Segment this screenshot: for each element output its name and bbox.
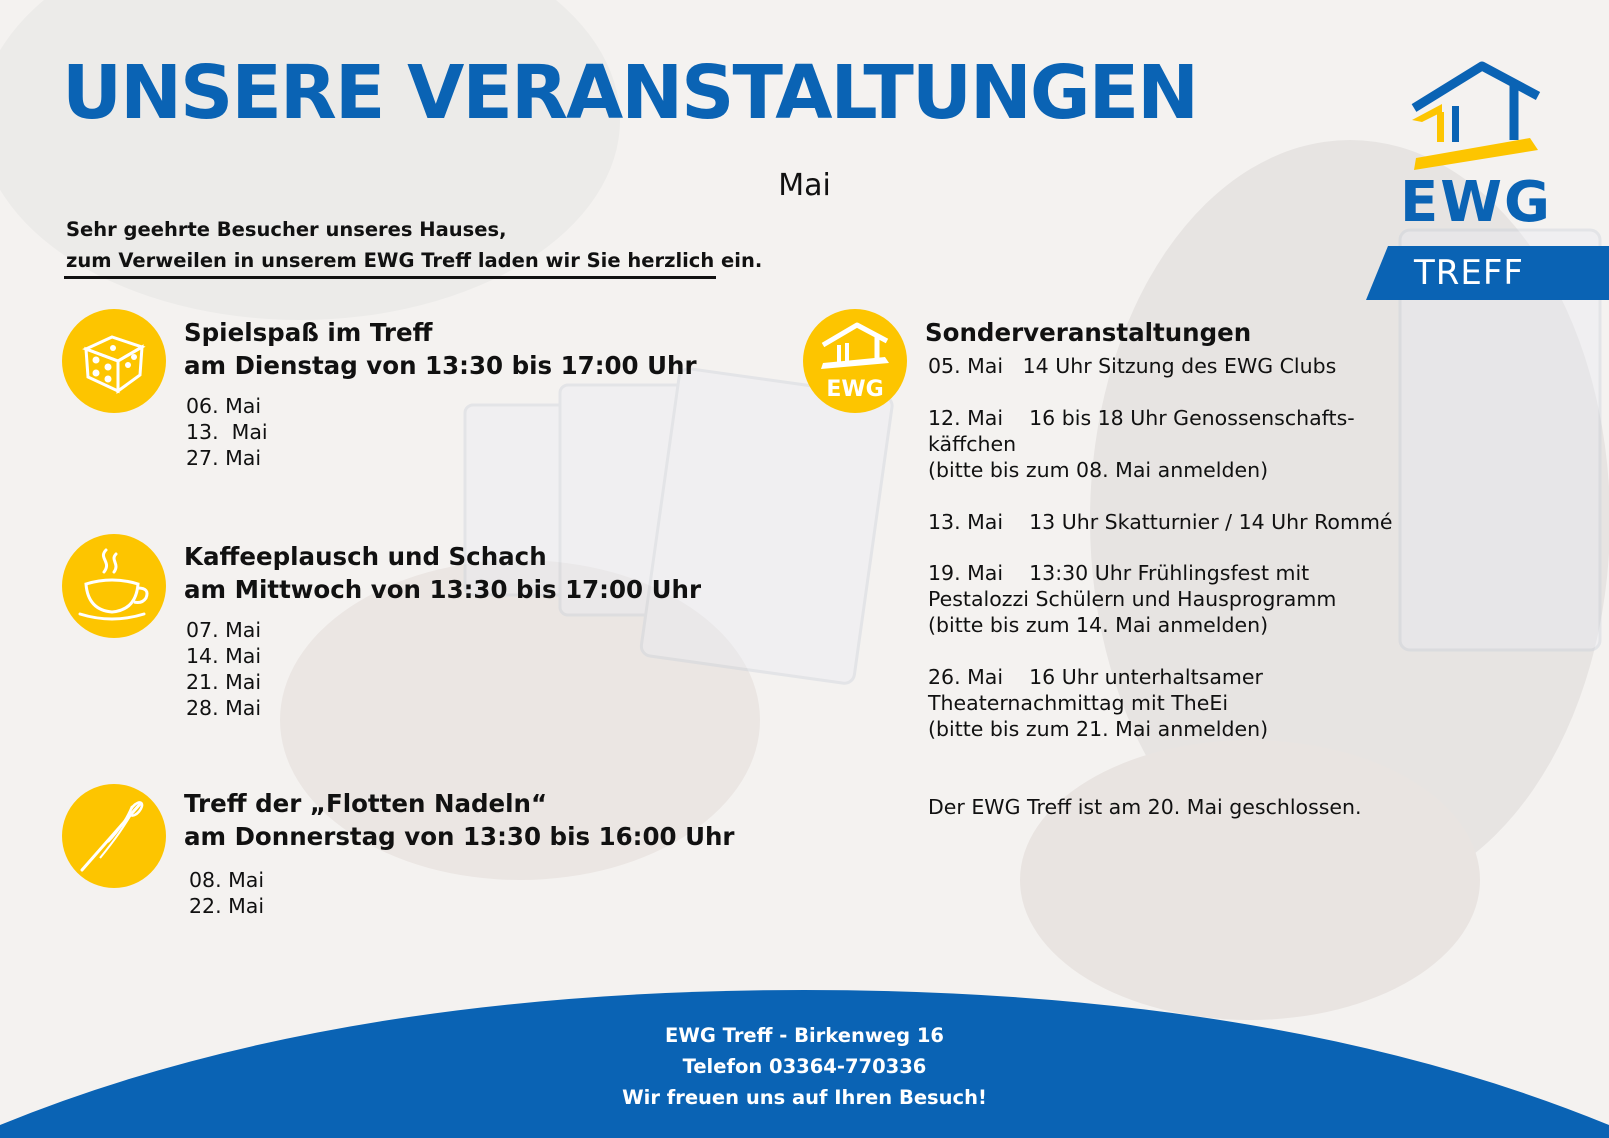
ewg-house-logo-icon bbox=[1402, 60, 1542, 170]
needle-icon-badge bbox=[62, 784, 166, 888]
special-event bbox=[928, 509, 1393, 535]
section-flotte-nadeln-heading bbox=[184, 787, 735, 853]
special-event-line: käffchen bbox=[928, 432, 1017, 456]
badge-text: EWG bbox=[826, 377, 884, 402]
footer-phone: Telefon 03364-770336 bbox=[682, 1055, 927, 1078]
special-event-line: Pestalozzi Schülern und Hausprogramm bbox=[928, 587, 1337, 611]
section-kaffeeplausch-dates bbox=[186, 617, 261, 721]
date-item: 13. Mai bbox=[186, 420, 268, 444]
section-kaffeeplausch-heading bbox=[184, 540, 701, 606]
closed-note: Der EWG Treff ist am 20. Mai geschlossen. bbox=[928, 795, 1362, 819]
date-item: 07. Mai bbox=[186, 618, 262, 642]
section-title: Spielspaß im Treff bbox=[184, 318, 433, 347]
special-event bbox=[928, 405, 1355, 483]
special-event-line: 12. Mai 16 bis 18 Uhr Genossenschafts- bbox=[928, 406, 1355, 430]
special-event bbox=[928, 560, 1336, 638]
page-title: UNSERE VERANSTALTUNGEN bbox=[62, 50, 1198, 136]
date-item: 28. Mai bbox=[186, 696, 262, 720]
special-event-line: (bitte bis zum 08. Mai anmelden) bbox=[928, 458, 1269, 482]
section-subtitle: am Donnerstag von 13:30 bis 16:00 Uhr bbox=[184, 822, 735, 851]
intro-text bbox=[66, 214, 762, 276]
section-spielspass-heading bbox=[184, 316, 697, 382]
coffee-cup-icon bbox=[76, 546, 152, 626]
section-spielspass-dates bbox=[186, 393, 268, 471]
date-item: 06. Mai bbox=[186, 394, 262, 418]
special-event-line: Theaternachmittag mit TheEi bbox=[928, 691, 1229, 715]
footer-address: EWG Treff - Birkenweg 16 bbox=[665, 1024, 944, 1047]
special-events-heading: Sonderveranstaltungen bbox=[925, 318, 1252, 347]
special-event bbox=[928, 353, 1336, 379]
ewg-badge bbox=[803, 309, 907, 413]
special-event-line: 26. Mai 16 Uhr unterhaltsamer bbox=[928, 665, 1263, 689]
date-item: 21. Mai bbox=[186, 670, 262, 694]
section-subtitle: am Mittwoch von 13:30 bis 17:00 Uhr bbox=[184, 575, 702, 604]
logo-subtitle: TREFF bbox=[1414, 253, 1524, 293]
section-flotte-nadeln-dates bbox=[189, 867, 264, 919]
intro-underline bbox=[64, 276, 716, 279]
date-item: 22. Mai bbox=[189, 894, 265, 918]
logo-brand: EWG bbox=[1400, 170, 1552, 235]
needle-icon bbox=[74, 796, 154, 876]
special-event bbox=[928, 664, 1268, 742]
month-label: Mai bbox=[778, 168, 831, 203]
section-title: Treff der „Flotten Nadeln“ bbox=[184, 789, 548, 818]
date-item: 14. Mai bbox=[186, 644, 262, 668]
dice-icon-badge bbox=[62, 309, 166, 413]
special-event-line: (bitte bis zum 21. Mai anmelden) bbox=[928, 717, 1269, 741]
ewg-house-badge-icon bbox=[813, 319, 897, 403]
special-event-line: 19. Mai 13:30 Uhr Frühlingsfest mit bbox=[928, 561, 1310, 585]
section-subtitle: am Dienstag von 13:30 bis 17:00 Uhr bbox=[184, 351, 697, 380]
footer-greeting: Wir freuen uns auf Ihren Besuch! bbox=[622, 1086, 987, 1109]
special-event-line: 05. Mai 14 Uhr Sitzung des EWG Clubs bbox=[928, 354, 1337, 378]
coffee-icon-badge bbox=[62, 534, 166, 638]
date-item: 27. Mai bbox=[186, 446, 262, 470]
special-event-line: 13. Mai 13 Uhr Skatturnier / 14 Uhr Rommé bbox=[928, 510, 1393, 534]
dice-icon bbox=[78, 325, 150, 397]
footer-contact bbox=[0, 1020, 1609, 1113]
intro-line-1: Sehr geehrte Besucher unseres Hauses, bbox=[66, 218, 507, 241]
intro-line-2: zum Verweilen in unserem EWG Treff laden wir Sie herzlich ein. bbox=[66, 249, 763, 272]
special-event-line: (bitte bis zum 14. Mai anmelden) bbox=[928, 613, 1269, 637]
section-title: Kaffeeplausch und Schach bbox=[184, 542, 547, 571]
date-item: 08. Mai bbox=[189, 868, 265, 892]
